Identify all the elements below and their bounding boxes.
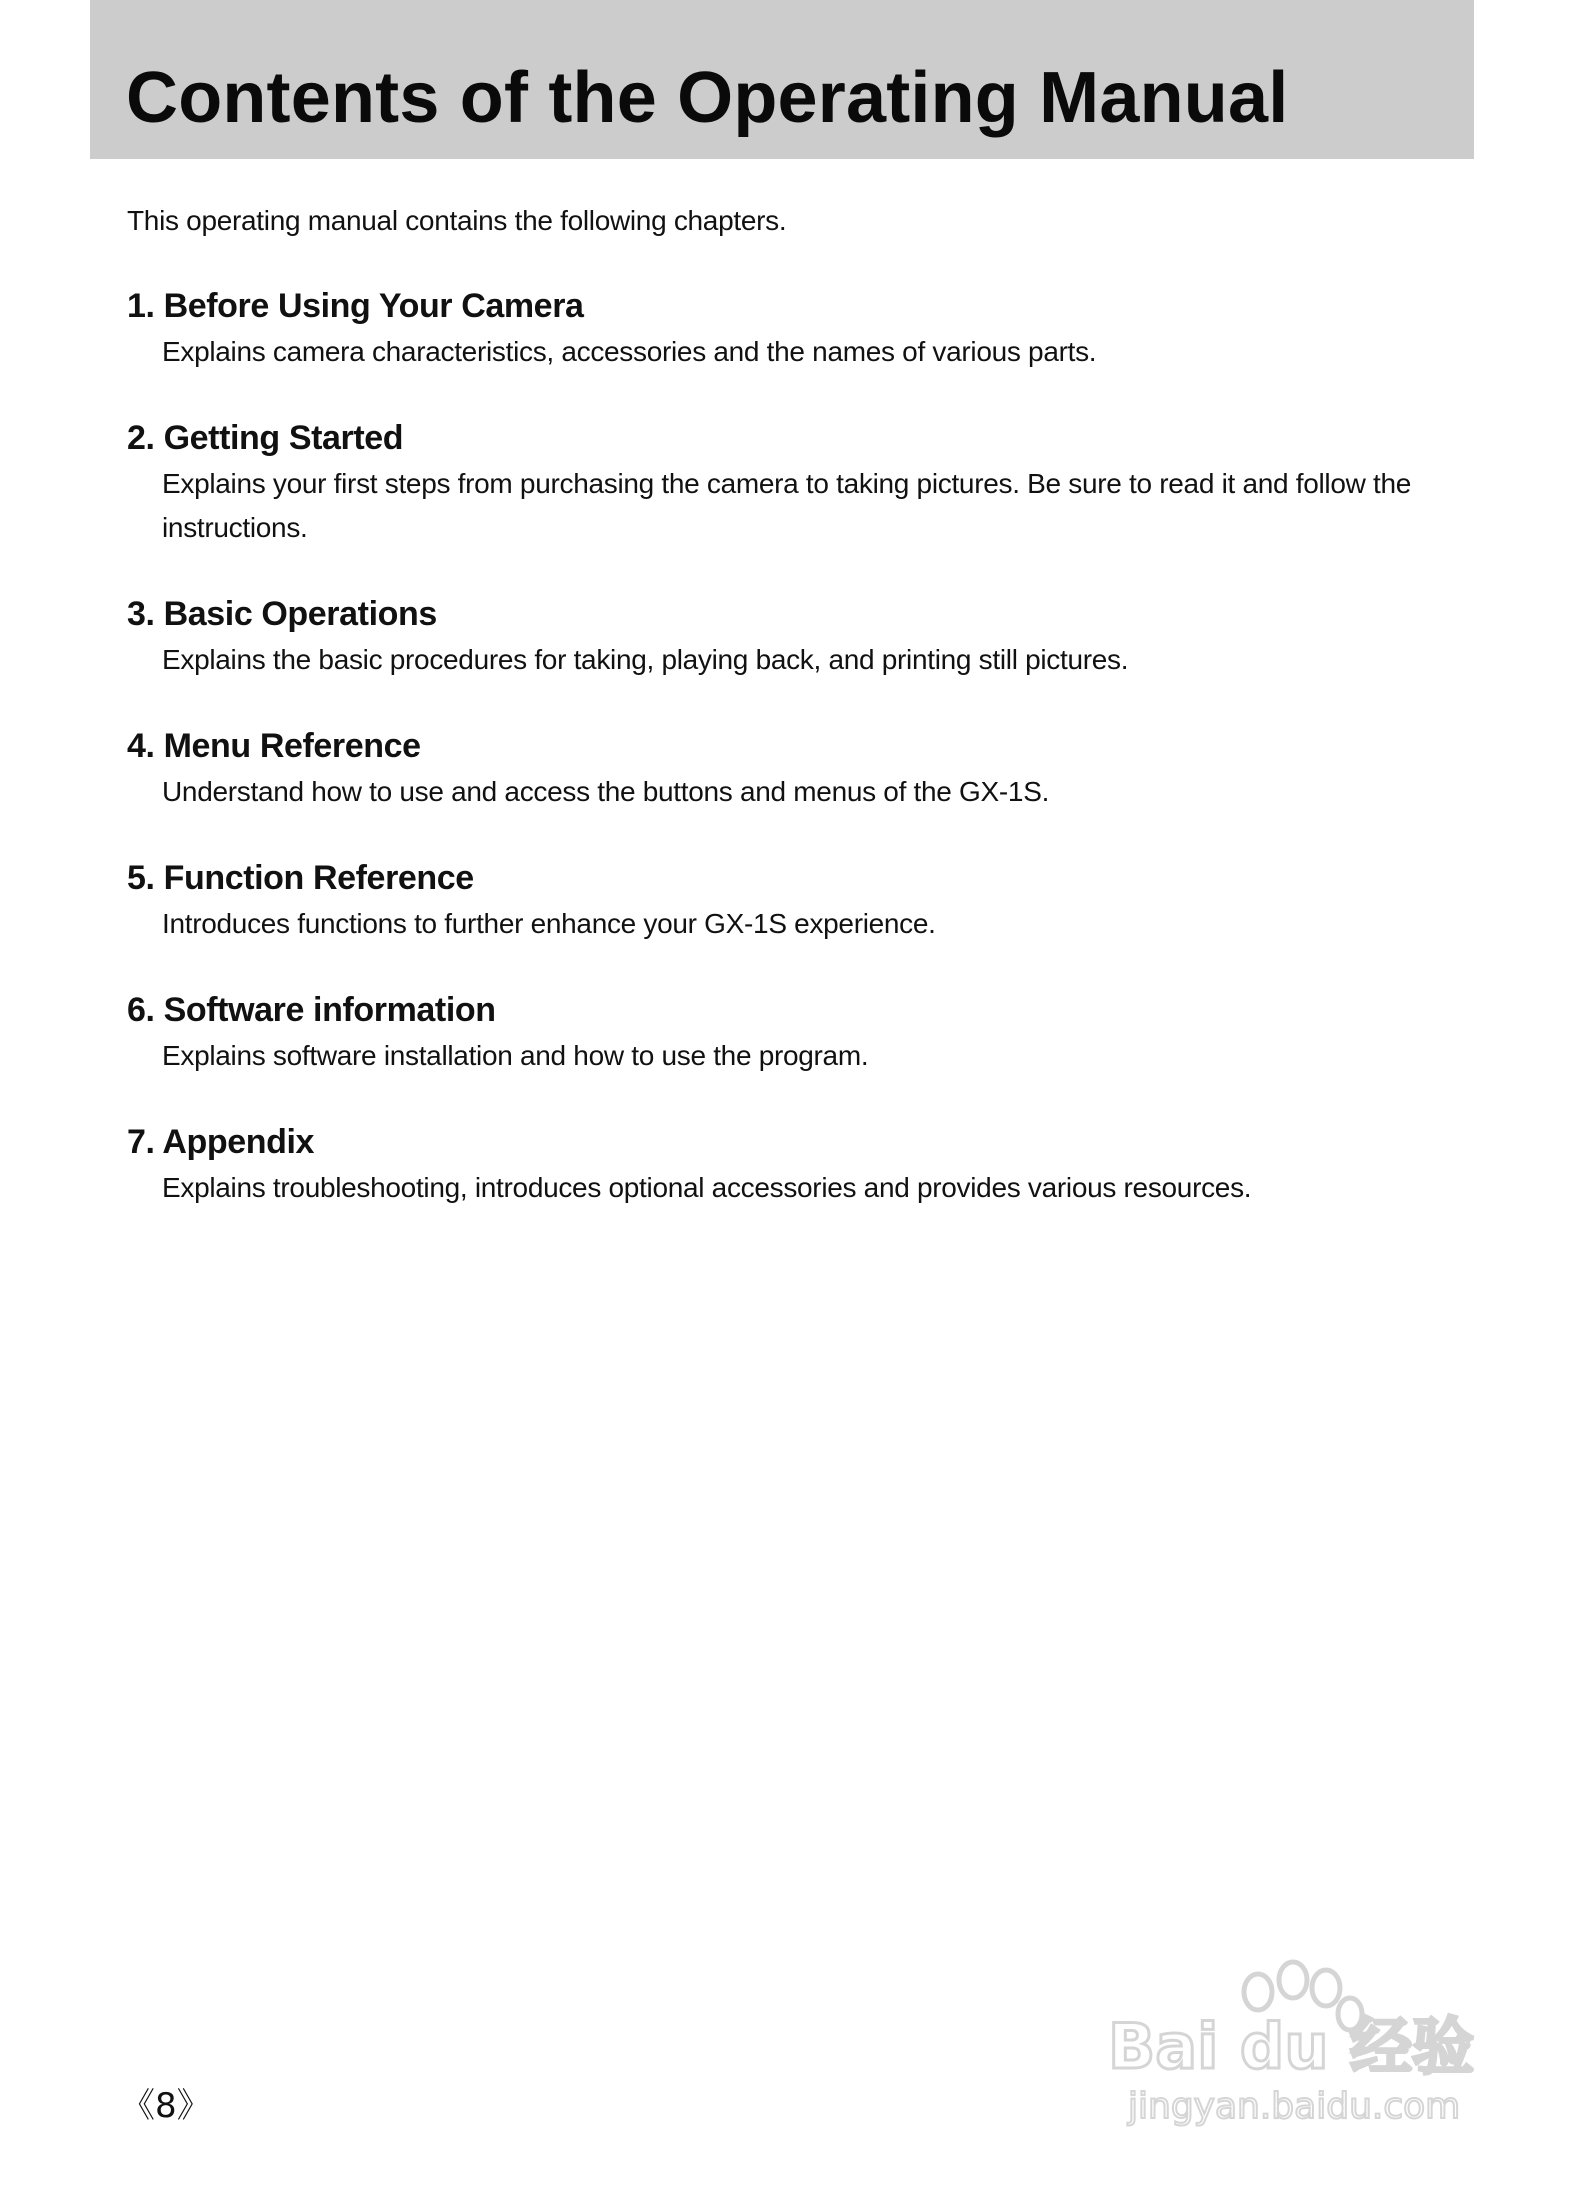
chapter-description: Explains software installation and how to use the program. [162, 1040, 869, 1071]
page-number: 《8》 [121, 2086, 211, 2126]
chapter-item [127, 858, 1427, 946]
chapter-item [127, 1122, 1427, 1210]
chapter-description: Explains troubleshooting, introduces optional accessories and provides various resources. [162, 1172, 1252, 1203]
chapter-title: 4. Menu Reference [127, 727, 421, 765]
chapter-description: Explains the basic procedures for taking, playing back, and printing still pictures. [162, 644, 1129, 675]
chapter-title: 2. Getting Started [127, 419, 404, 457]
paw-icon [1108, 1950, 1478, 2130]
watermark-url: jingyan.baidu.com [1128, 2086, 1461, 2127]
chapter-item [127, 286, 1427, 374]
chapter-description: Understand how to use and access the buttons and menus of the GX-1S. [162, 776, 1050, 807]
chapter-description: Explains camera characteristics, accessories and the names of various parts. [162, 336, 1097, 367]
chapter-item [127, 594, 1427, 682]
chapter-title: 3. Basic Operations [127, 595, 437, 633]
page-title: Contents of the Operating Manual [126, 58, 1289, 138]
chapter-title: 6. Software information [127, 991, 496, 1029]
chapter-list [127, 286, 1427, 1254]
baidu-watermark [1108, 1950, 1478, 2130]
header-band [90, 0, 1474, 159]
chapter-item [127, 418, 1427, 550]
chapter-title: 7. Appendix [127, 1123, 315, 1161]
chapter-title: 5. Function Reference [127, 859, 474, 897]
chapter-title: 1. Before Using Your Camera [127, 287, 584, 325]
intro-text: This operating manual contains the following chapters. [127, 205, 787, 236]
chapter-item [127, 990, 1427, 1078]
watermark-logo-text: Bai du 经验 [1108, 2010, 1475, 2083]
chapter-description: Explains your first steps from purchasing the camera to taking pictures. Be sure to read it and follow the instructions. [162, 468, 1412, 543]
chapter-description: Introduces functions to further enhance your GX-1S experience. [162, 908, 936, 939]
chapter-item [127, 726, 1427, 814]
